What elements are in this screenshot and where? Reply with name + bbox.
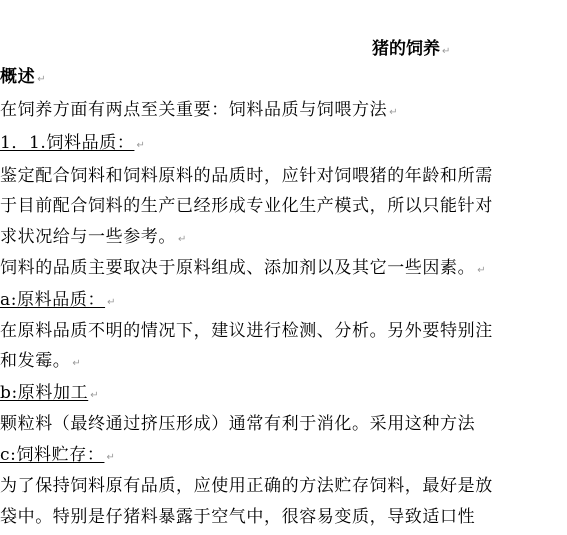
paragraph-mark-icon: ↵ (136, 140, 145, 151)
body-line (0, 506, 475, 528)
body-line (0, 350, 81, 375)
paragraph-mark-icon: ↵ (90, 390, 99, 401)
body-line (0, 475, 493, 497)
body-line (0, 413, 475, 435)
line-text: 为了保持饲料原有品质，应使用正确的方法贮存饲料，最好是放 (0, 476, 493, 496)
paragraph-mark-icon: ↵ (477, 265, 486, 276)
paragraph-mark-icon: ↵ (106, 452, 115, 463)
heading-overview (0, 66, 46, 91)
paragraph-mark-icon: ↵ (37, 74, 46, 85)
body-line (0, 165, 493, 187)
line-text: 在原料品质不明的情况下，建议进行检测、分析。另外要特别注 (0, 321, 493, 341)
line-text: 和发霉。 (0, 351, 71, 371)
line-text: 在饲养方面有两点至关重要：饲料品质与饲喂方法 (0, 100, 388, 120)
section-heading-feed-quality (0, 132, 145, 157)
line-text: 求状况给与一些参考。 (0, 227, 176, 247)
heading-text: 概述 (0, 67, 36, 87)
paragraph-mark-icon: ↵ (178, 234, 187, 245)
body-line (0, 257, 486, 282)
title-text: 猪的饲养 (372, 39, 440, 59)
body-line (0, 320, 493, 342)
subheading-feed-storage (0, 444, 115, 469)
line-text: 1．1.饲料品质： (0, 133, 135, 153)
body-line (0, 226, 186, 251)
line-text: 鉴定配合饲料和饲料原料的品质时，应针对饲喂猪的年龄和所需 (0, 166, 493, 186)
document-title (372, 38, 450, 63)
paragraph-mark-icon: ↵ (107, 297, 116, 308)
body-line (0, 99, 398, 124)
line-text: c:饲料贮存： (0, 445, 105, 465)
paragraph-mark-icon: ↵ (72, 358, 81, 369)
paragraph-mark-icon: ↵ (389, 107, 398, 118)
line-text: 颗粒料（最终通过挤压形成）通常有利于消化。采用这种方法 (0, 414, 476, 434)
line-text: a:原料品质： (0, 290, 106, 310)
line-text: 于目前配合饲料的生产已经形成专业化生产模式，所以只能针对 (0, 196, 493, 216)
body-line (0, 195, 493, 217)
line-text: b:原料加工 (0, 383, 89, 403)
line-text: 袋中。特别是仔猪料暴露于空气中，很容易变质，导致适口性 (0, 507, 476, 527)
line-text: 饲料的品质主要取决于原料组成、添加剂以及其它一些因素。 (0, 258, 476, 278)
subheading-raw-material-quality (0, 289, 115, 314)
subheading-raw-material-processing (0, 382, 99, 407)
paragraph-mark-icon: ↵ (442, 46, 451, 57)
